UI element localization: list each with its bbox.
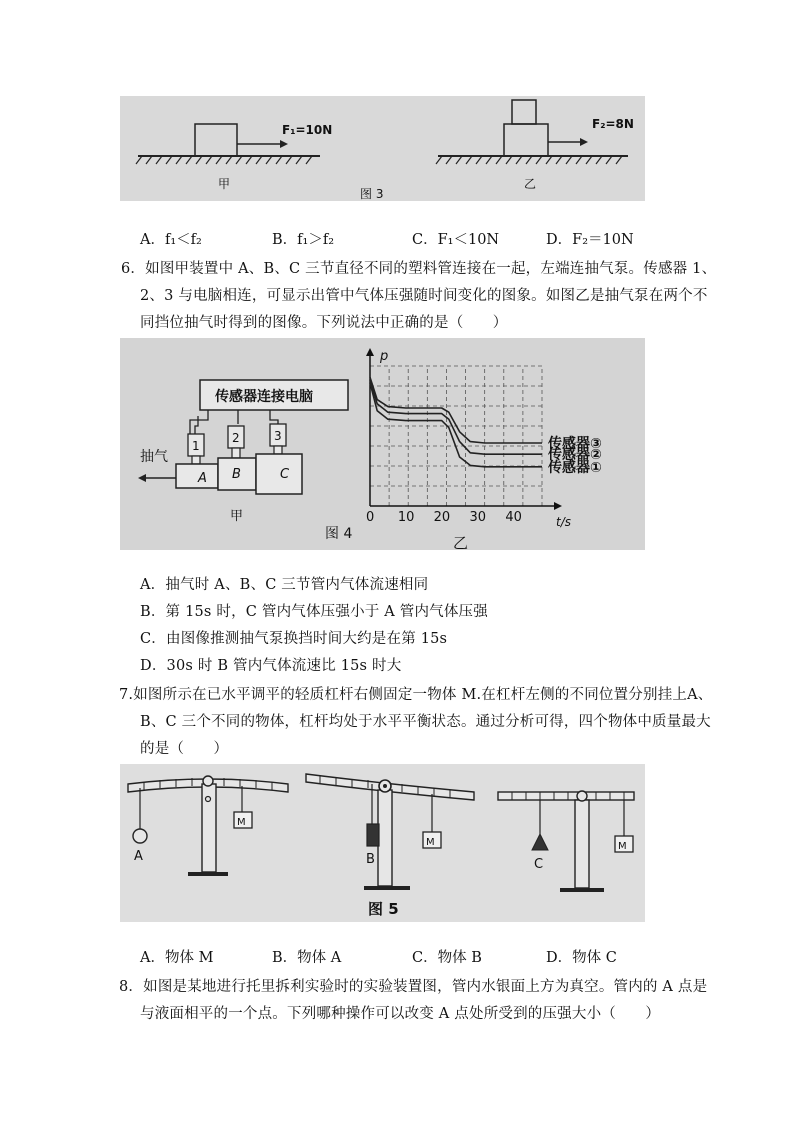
q6-option-c: C．由图像推测抽气泵换挡时间大约是在第 15s xyxy=(140,631,448,647)
fig4-right-caption: 乙 xyxy=(453,534,469,550)
pipe-c xyxy=(256,454,302,494)
object-b-label: B xyxy=(366,852,375,867)
sensor-1-number: 1 xyxy=(192,439,200,453)
q6-line-1: 6．如图甲装置中 A、B、C 三节直径不同的塑料管连接在一起，左端连抽气泵。传感器 1、 xyxy=(121,261,717,277)
object-m-3-label: M xyxy=(618,841,627,852)
q8-line-1: 8．如图是某地进行托里拆利实验时的实验装置图，管内水银面上方为真空。管内的 A 点是 xyxy=(119,979,708,995)
q6-option-b: B．第 15s 时，C 管内气体压强小于 A 管内气体压强 xyxy=(140,604,488,620)
series-label-1: 传感器③ xyxy=(548,436,602,452)
y-axis-label: p xyxy=(380,349,389,364)
lever-2 xyxy=(306,774,474,888)
q7-line-2: B、C 三个不同的物体，杠杆均处于水平平衡状态。通过分析可得，四个物体中质量最大 xyxy=(140,714,711,730)
x-tick-label: 10 xyxy=(397,510,415,525)
figure-3 xyxy=(120,96,645,201)
q6-option-a: A．抽气时 A、B、C 三节管内气体流速相同 xyxy=(140,577,429,593)
object-c-label: C xyxy=(534,857,544,872)
series-label-3: 传感器① xyxy=(548,459,602,476)
fig3-left-caption: 甲 xyxy=(218,177,231,191)
object-m-2-label: M xyxy=(426,837,435,848)
q5-option-c: C．F₁＜10N xyxy=(412,232,500,248)
y-axis-arrow xyxy=(366,348,374,356)
q7-line-1: 7.如图所示在已水平调平的轻质杠杆右侧固定一物体 M.在杠杆左侧的不同位置分别挂上A、 xyxy=(119,687,713,703)
q7-option-d: D．物体 C xyxy=(546,950,617,966)
pipe-c-label: C xyxy=(280,467,290,482)
figure-4 xyxy=(120,338,645,550)
q6-line-3: 同挡位抽气时得到的图像。下列说法中正确的是（ ） xyxy=(140,315,508,331)
q6-option-d: D．30s 时 B 管内气体流速比 15s 时大 xyxy=(140,658,402,674)
fig5-title: 图 5 xyxy=(368,900,399,918)
x-axis-label: t/s xyxy=(556,515,571,529)
x-tick-label: 30 xyxy=(469,510,487,525)
q7-line-3: 的是（ ） xyxy=(140,741,229,757)
pump-label: 抽气 xyxy=(140,449,168,465)
lever-3 xyxy=(498,791,634,890)
fig4-left-caption: 甲 xyxy=(230,509,244,524)
x-axis-arrow xyxy=(554,502,562,510)
figure-5 xyxy=(120,764,645,922)
q5-option-a: A．f₁＜f₂ xyxy=(140,232,202,248)
x-tick-label: 40 xyxy=(505,510,522,525)
block-left xyxy=(195,124,237,156)
f1-label: F₁=10N xyxy=(282,123,333,137)
object-c xyxy=(532,834,548,850)
fig3-right-caption: 乙 xyxy=(524,177,537,191)
object-a xyxy=(133,829,147,843)
q5-option-b: B．f₁＞f₂ xyxy=(272,232,335,248)
fig4-title: 图 4 xyxy=(325,526,353,542)
q7-option-a: A．物体 M xyxy=(140,950,214,966)
pipe-b-label: B xyxy=(232,467,241,482)
q6-line-2: 2、3 与电脑相连，可显示出管中气体压强随时间变化的图象。如图乙是抽气泵在两个不 xyxy=(140,288,708,304)
sensor-2-number: 2 xyxy=(232,431,240,445)
f2-label: F₂=8N xyxy=(592,117,634,131)
object-m-1-label: M xyxy=(237,817,246,828)
pressure-chart xyxy=(366,348,602,529)
computer-label: 传感器连接电脑 xyxy=(215,389,313,405)
pipe-a-label: A xyxy=(198,471,207,486)
x-tick-label: 20 xyxy=(433,510,451,525)
pipe-a xyxy=(176,464,218,488)
series-label-2: 传感器② xyxy=(548,447,602,464)
sensor-3-number: 3 xyxy=(274,429,282,443)
x-tick-label: 0 xyxy=(366,510,375,525)
q7-option-c: C．物体 B xyxy=(412,950,482,966)
fig3-title: 图 3 xyxy=(360,187,384,201)
block-right-top xyxy=(512,100,536,124)
object-b xyxy=(367,824,379,846)
object-a-label: A xyxy=(134,849,143,864)
lever-1 xyxy=(128,776,288,874)
q7-option-b: B．物体 A xyxy=(272,950,342,966)
q5-option-d: D．F₂＝10N xyxy=(546,232,634,248)
block-right-bottom xyxy=(504,124,548,156)
q8-line-2: 与液面相平的一个点。下列哪种操作可以改变 A 点处所受到的压强大小（ ） xyxy=(140,1006,661,1022)
